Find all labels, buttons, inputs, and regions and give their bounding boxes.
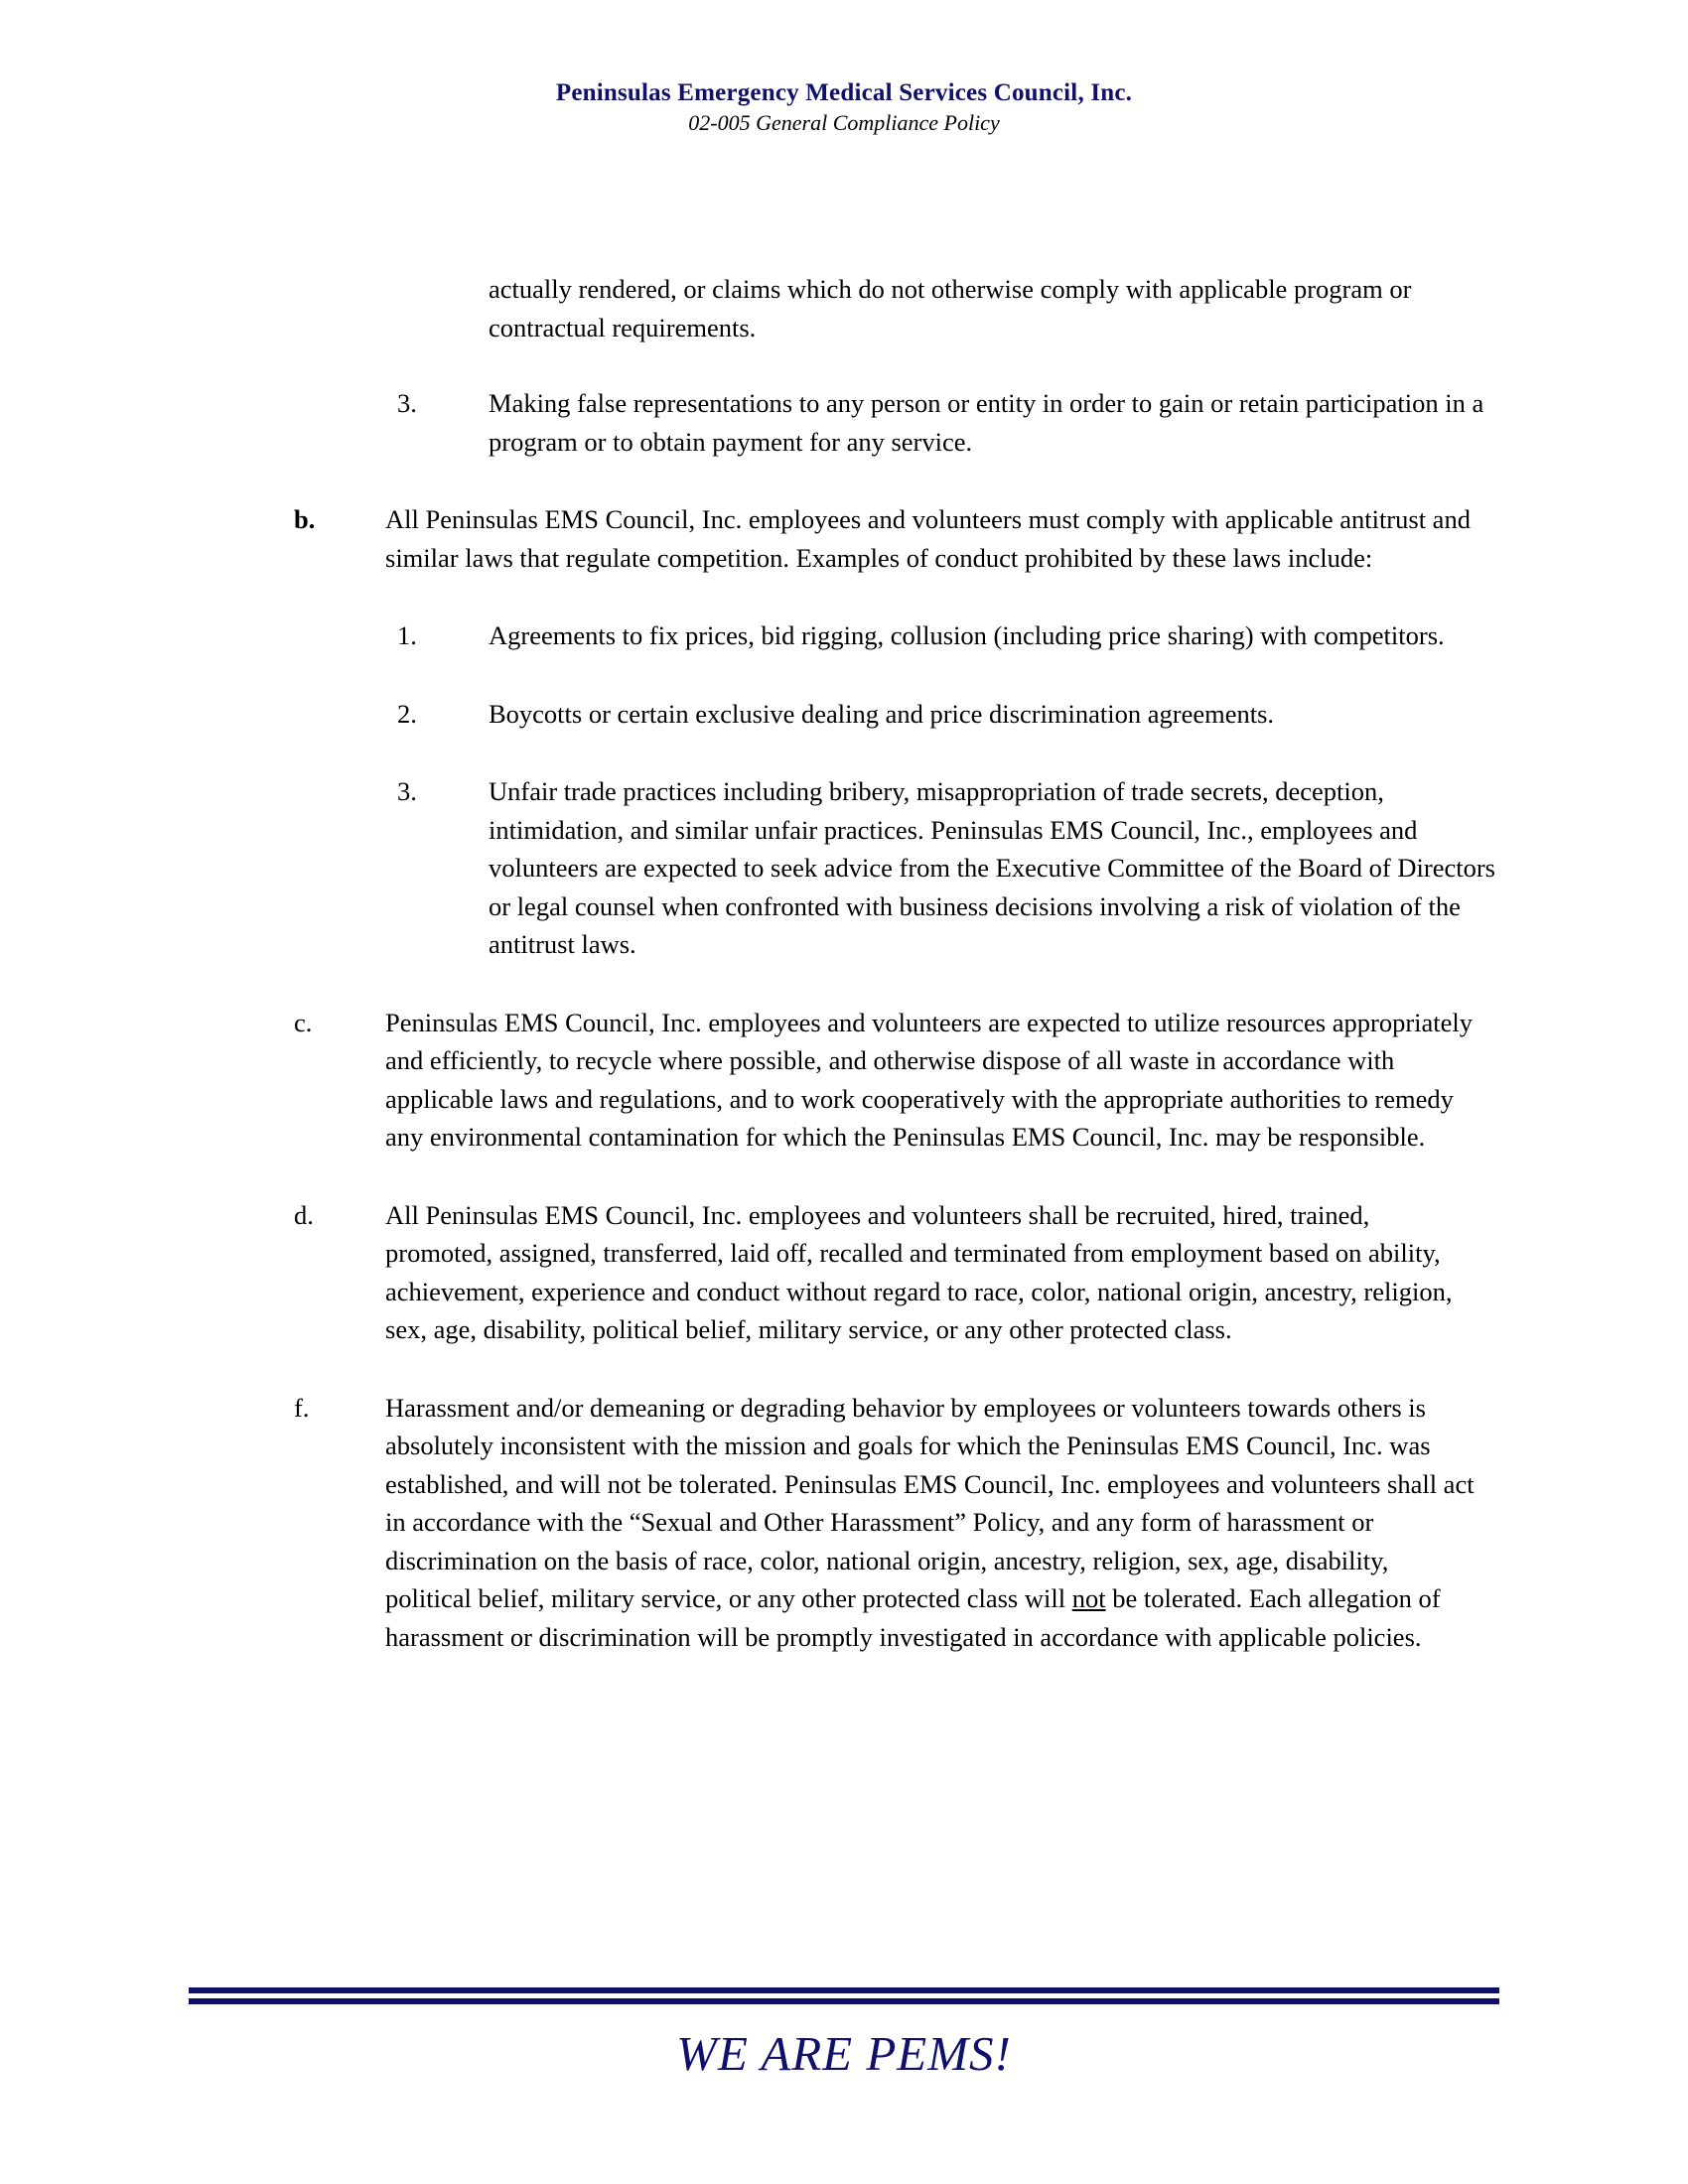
list-item-f bbox=[0, 1389, 1479, 1657]
list-item-c-label: c. bbox=[294, 1007, 313, 1037]
list-item-b2-text: Boycotts or certain exclusive dealing and price discrimination agreements. bbox=[489, 698, 1275, 729]
list-item-f-text-part-1: Harassment and/or demeaning or degrading behavior by employees or volunteers towards others is absolutely inconsistent with the mission and goals for which the Peninsulas EMS Council, Inc. was established, and will not be tolerated. Peninsulas EMS Council, Inc. employees and volunteers shall act in accordance with the “Sexual and Other Harassment” Policy, and any form of harassment or discrimination on the basis of race, color, national origin, ancestry, religion, sex, age, disability, political belief, military service, or any other protected class will bbox=[385, 1392, 1475, 1613]
list-item-b2 bbox=[0, 695, 1499, 734]
spacer bbox=[0, 733, 1688, 772]
footer-rule-bottom bbox=[189, 1998, 1499, 2004]
spacer bbox=[0, 461, 1688, 500]
footer-divider bbox=[189, 1987, 1499, 2004]
header-document-title: 02-005 General Compliance Policy bbox=[688, 109, 1000, 135]
spacer bbox=[0, 577, 1688, 616]
footer-tagline: WE ARE PEMS! bbox=[676, 2026, 1012, 2081]
list-item-d-text: All Peninsulas EMS Council, Inc. employees and volunteers shall be recruited, hired, trained, promoted, assigned, transferred, laid off, recalled and terminated from employment based on ability, achievement, experience and conduct without regard to race, color, national origin, ancestry, religion, sex, age, disability, political belief, military service, or any other protected class. bbox=[385, 1199, 1453, 1344]
list-item-a3 bbox=[0, 384, 1499, 461]
list-item-b3-label: 3. bbox=[397, 776, 417, 806]
list-item-b3 bbox=[0, 772, 1499, 964]
spacer bbox=[0, 655, 1688, 695]
list-item-b1 bbox=[0, 616, 1499, 655]
list-item-f-text-part-2: be tolerated. Each allegation of harassment or discrimination will be promptly investigated in accordance with applicable policies. bbox=[385, 1583, 1441, 1652]
list-item-b2-label: 2. bbox=[397, 698, 417, 729]
page-footer bbox=[0, 1966, 1688, 2184]
list-item-f-label: f. bbox=[294, 1392, 310, 1423]
list-item-d-label: d. bbox=[294, 1199, 314, 1230]
spacer bbox=[0, 964, 1688, 1004]
paragraph-continued-text: actually rendered, or claims which do not otherwise comply with applicable program or contractual requirements. bbox=[489, 274, 1412, 342]
list-item-d bbox=[0, 1196, 1479, 1349]
list-item-b-label: b. bbox=[294, 504, 316, 534]
list-item-a3-label: 3. bbox=[397, 388, 417, 418]
header-organization-name: Peninsulas Emergency Medical Services Council, Inc. bbox=[555, 79, 1133, 106]
paragraph-continued bbox=[489, 270, 1479, 346]
spacer bbox=[0, 346, 1688, 384]
list-item-f-text-emphasis-not: not bbox=[1071, 1583, 1106, 1613]
list-item-b1-text: Agreements to fix prices, bid rigging, collusion (including price sharing) with competitors. bbox=[489, 620, 1445, 650]
list-item-f-text bbox=[385, 1389, 1479, 1657]
document-body bbox=[0, 270, 1688, 1656]
spacer bbox=[0, 1349, 1688, 1389]
list-item-b-text: All Peninsulas EMS Council, Inc. employees and volunteers must comply with applicable antitrust and similar laws that regulate competition. Examples of conduct prohibited by these laws include: bbox=[385, 504, 1471, 573]
spacer bbox=[0, 1157, 1688, 1196]
list-item-b bbox=[0, 500, 1479, 577]
list-item-b3-text: Unfair trade practices including bribery, misappropriation of trade secrets, deception, intimidation, and similar unfair practices. Peninsulas EMS Council, Inc., employees and volunteers are expected to seek advice from the Executive Committee of the Board of Directors or legal counsel when confronted with business decisions involving a risk of violation of the antitrust laws. bbox=[489, 776, 1495, 959]
list-item-a3-text: Making false representations to any person or entity in order to gain or retain participation in a program or to obtain payment for any service. bbox=[489, 388, 1484, 457]
list-item-c-text: Peninsulas EMS Council, Inc. employees and volunteers are expected to utilize resources appropriately and efficiently, to recycle where possible, and otherwise dispose of all waste in accordance with applicable laws and regulations, and to work cooperatively with the appropriate authorities to remedy any environmental contamination for which the Peninsulas EMS Council, Inc. may be responsible. bbox=[385, 1007, 1474, 1152]
list-item-b1-label: 1. bbox=[397, 620, 417, 650]
page-header bbox=[0, 79, 1688, 135]
list-item-c bbox=[0, 1004, 1479, 1157]
